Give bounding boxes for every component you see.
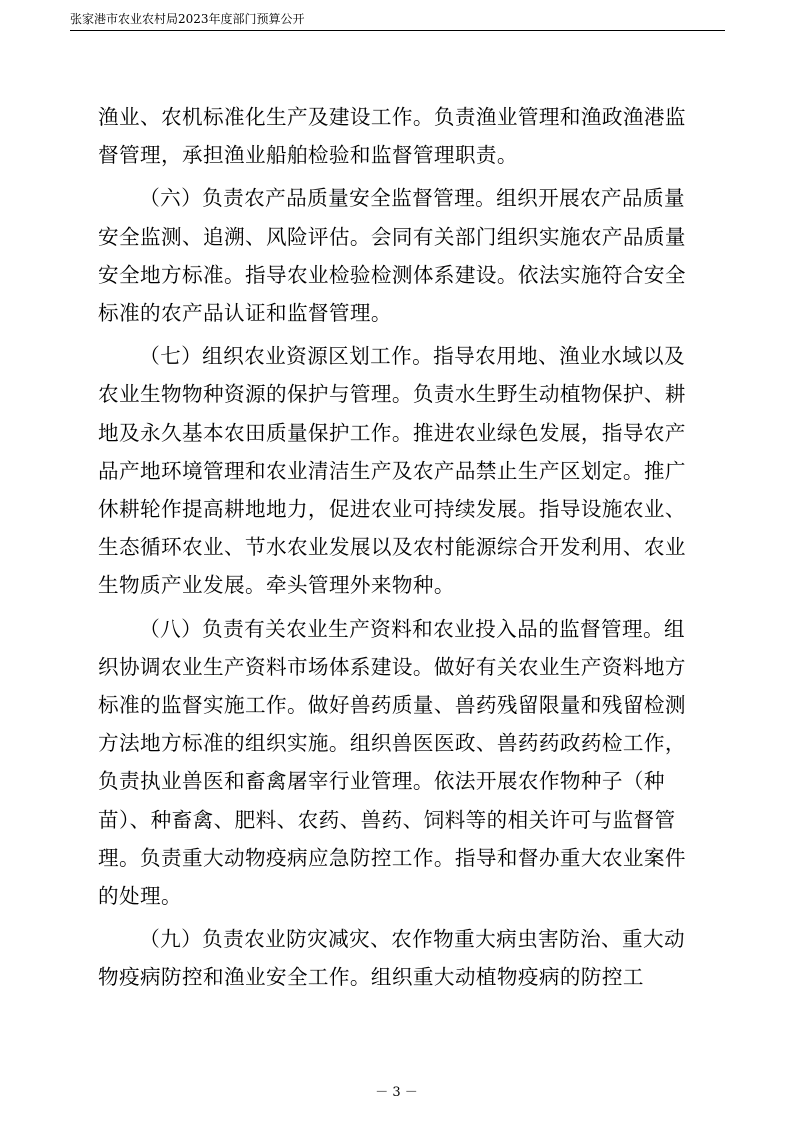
paragraph-wrapper: [98, 98, 698, 174]
paragraph-wrapper: [98, 337, 698, 604]
paragraph-item-6: （六）负责农产品质量安全监督管理。组织开展农产品质量安全监测、追溯、风险评估。会同有关部门组织实施农产品质量安全地方标准。指导农业检验检测体系建设。依法实施符合安全标准的农产品认证和监督管理。: [98, 186, 686, 326]
paragraph-wrapper: [98, 179, 698, 332]
paragraph-wrapper: [98, 920, 698, 996]
document-body: [98, 98, 698, 1002]
header-title: 张家港市农业农村局2023年度部门预算公开: [70, 12, 305, 26]
paragraph-wrapper: [98, 610, 698, 916]
paragraph-item-8: （八）负责有关农业生产资料和农业投入品的监督管理。组织协调农业生产资料市场体系建设。做好有关农业生产资料地方标准的监督实施工作。做好兽药质量、兽药残留限量和残留检测方法地方标准的组织实施。组织兽医医政、兽药药政药检工作，负责执业兽医和畜禽屠宰行业管理。依法开展农作物种子（种苗）、种畜禽、肥料、农药、兽药、饲料等的相关许可与监督管理。负责重大动物疫病应急防控工作。指导和督办重大农业案件的处理。: [98, 616, 686, 909]
paragraph-item-9: （九）负责农业防灾减灾、农作物重大病虫害防治、重大动物疫病防控和渔业安全工作。组织重大动植物疫病的防控工: [98, 927, 686, 990]
page-header: [70, 10, 725, 31]
paragraph-continued: 渔业、农机标准化生产及建设工作。负责渔业管理和渔政渔港监督管理，承担渔业船舶检验和监督管理职责。: [98, 105, 686, 168]
paragraph-item-7: （七）组织农业资源区划工作。指导农用地、渔业水域以及农业生物物种资源的保护与管理。负责水生野生动植物保护、耕地及永久基本农田质量保护工作。推进农业绿色发展，指导农产品产地环境管理和农业清洁生产及农产品禁止生产区划定。推广休耕轮作提高耕地地力，促进农业可持续发展。指导设施农业、生态循环农业、节水农业发展以及农村能源综合开发利用、农业生物质产业发展。牵头管理外来物种。: [98, 344, 686, 598]
page-number: － 3 －: [375, 1085, 418, 1100]
